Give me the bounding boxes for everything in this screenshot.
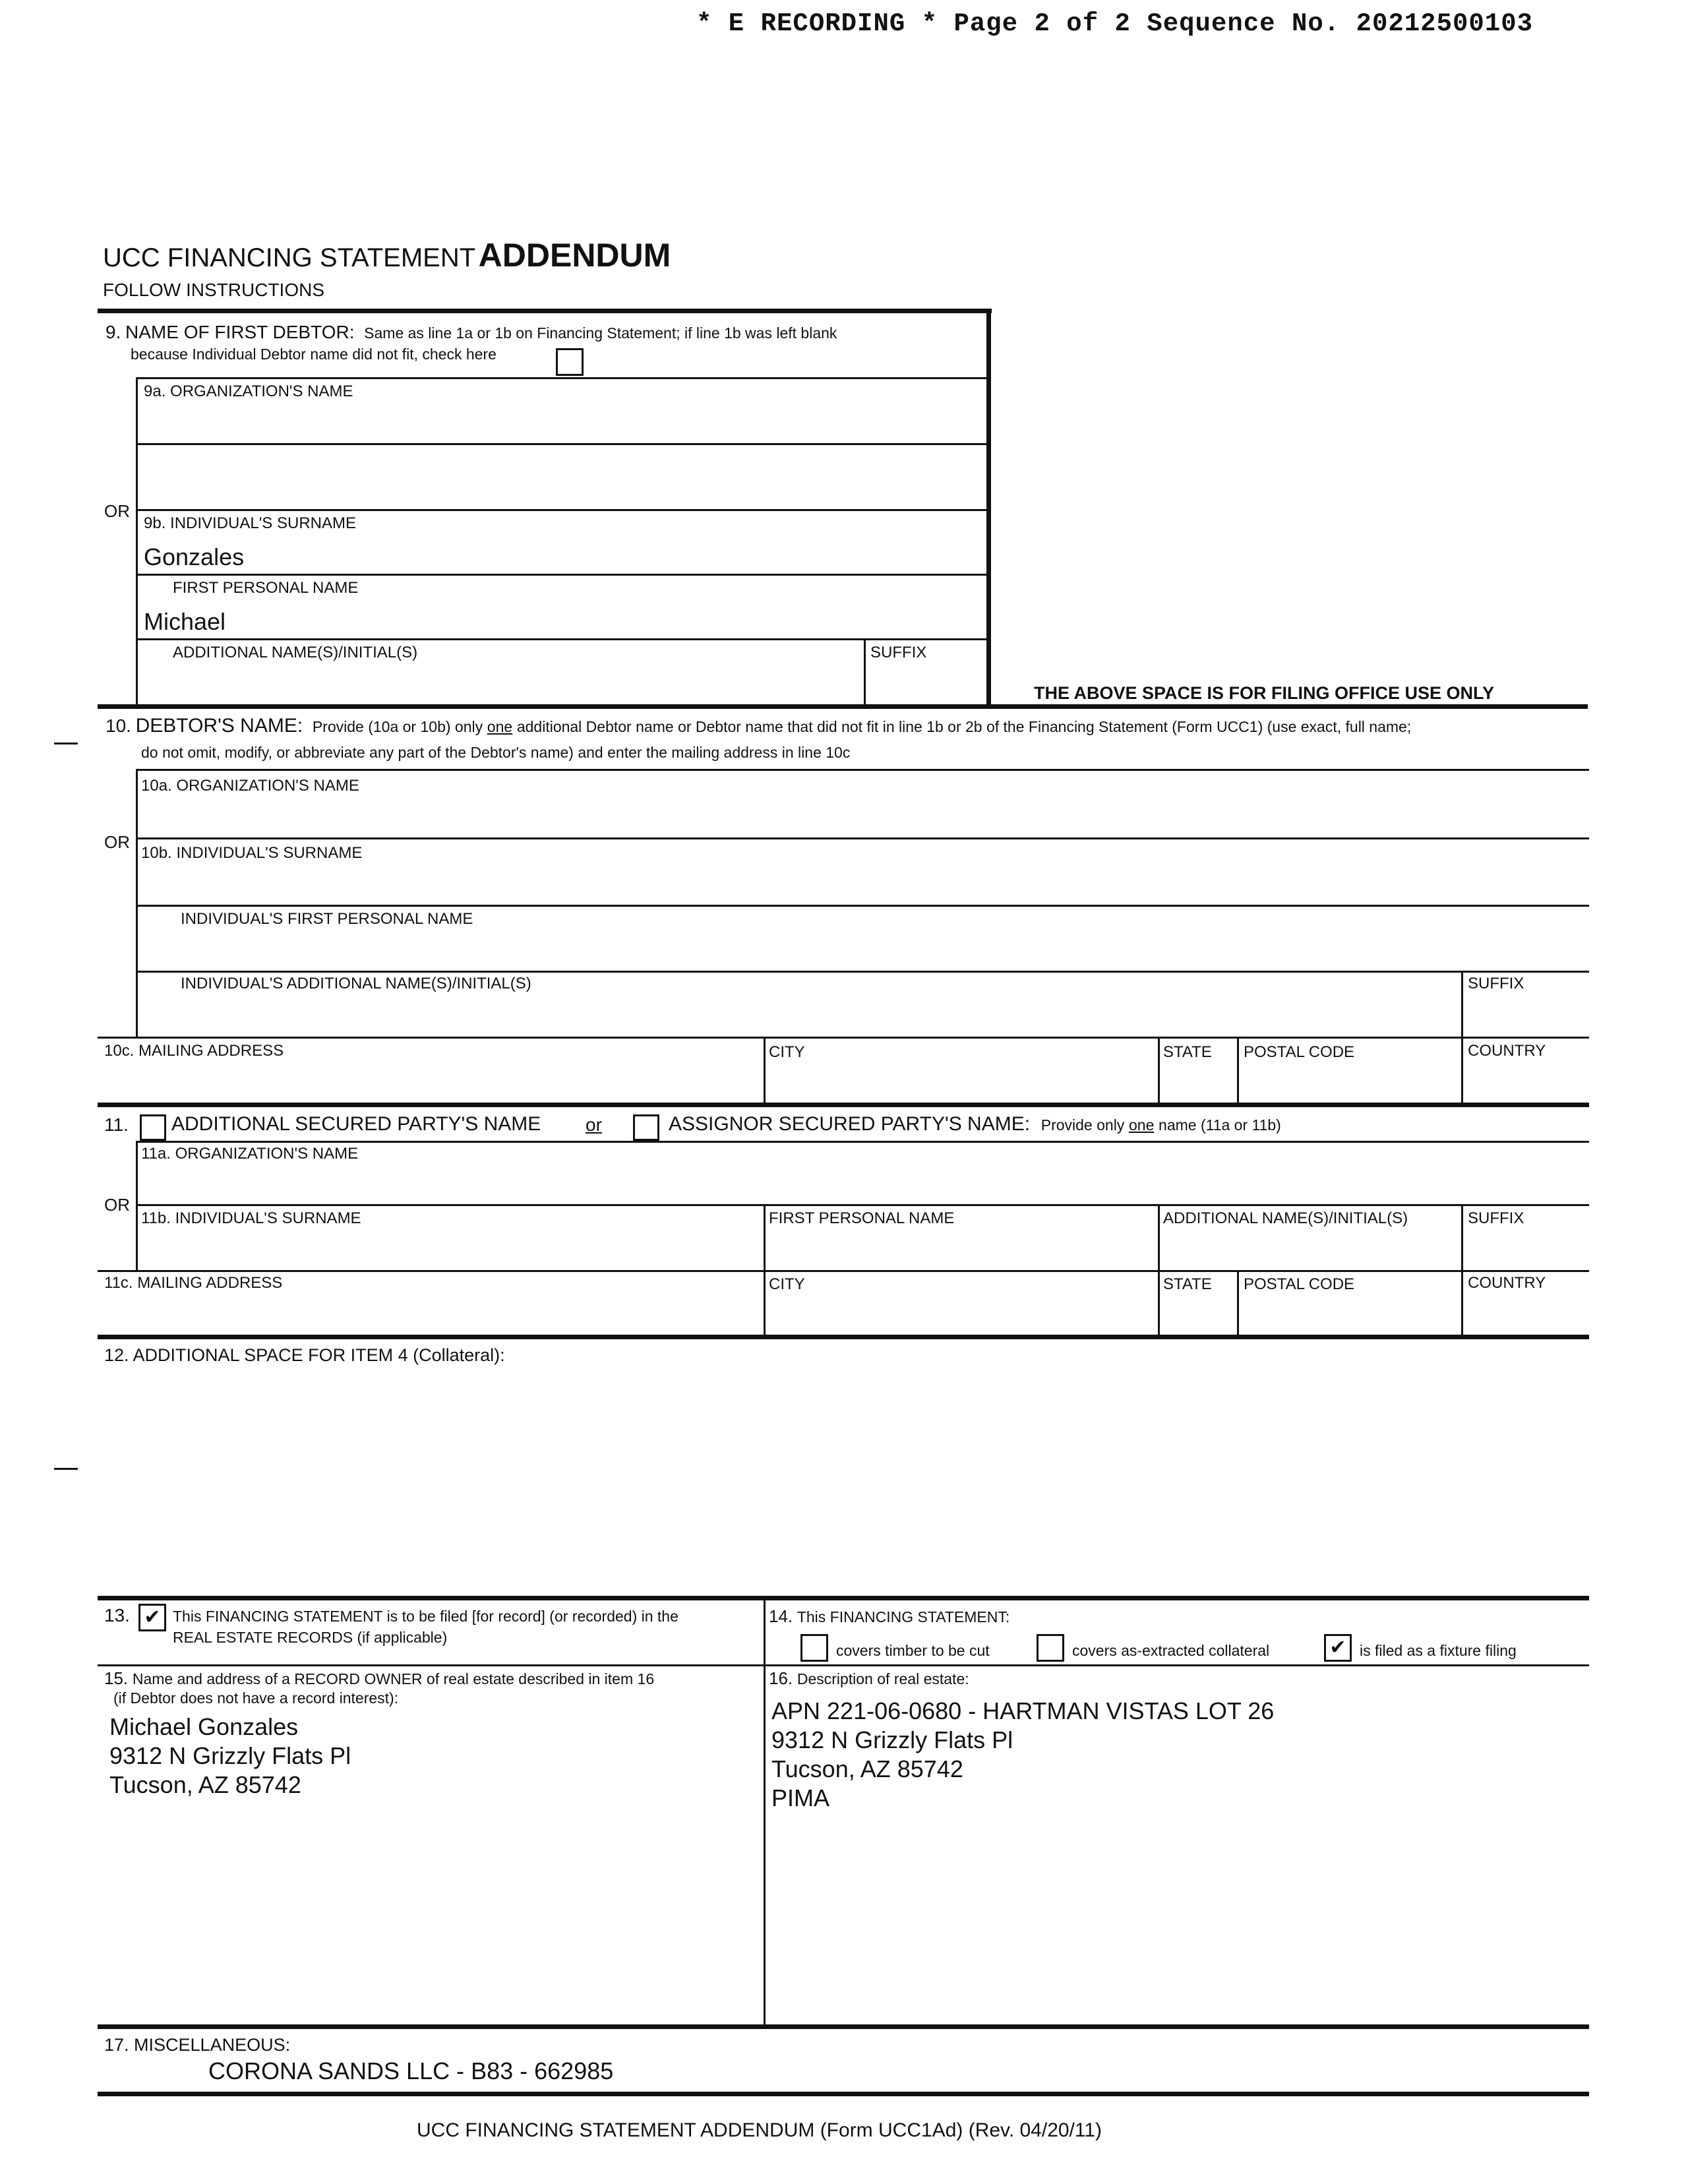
item15-top-border <box>98 1664 1589 1666</box>
item10-additional-label: INDIVIDUAL'S ADDITIONAL NAME(S)/INITIAL(S) <box>181 975 531 992</box>
item17-value[interactable]: CORONA SANDS LLC - B83 - 662985 <box>208 2057 614 2084</box>
item10-postal-label: POSTAL CODE <box>1244 1043 1355 1061</box>
item11-top-border <box>98 1103 1589 1107</box>
item15-label-1: 15. Name and address of a RECORD OWNER of real estate described in item 16 <box>104 1668 655 1688</box>
item13-number: 13. <box>104 1605 130 1625</box>
item10-line-2 <box>136 837 1589 839</box>
item14-extracted-checkbox[interactable] <box>1037 1634 1064 1662</box>
item16-description-line-4[interactable]: PIMA <box>771 1784 830 1811</box>
item11-number: 11. <box>104 1114 129 1135</box>
item13-top-border <box>98 1596 1589 1600</box>
item15-owner-line-3[interactable]: Tucson, AZ 85742 <box>109 1771 301 1798</box>
item17-top-border <box>98 2024 1589 2029</box>
item9-suffix-divider <box>864 638 866 706</box>
item11-state-divider <box>1158 1270 1160 1336</box>
item10-country-label: COUNTRY <box>1468 1042 1546 1060</box>
item11-option-b: ASSIGNOR SECURED PARTY'S NAME: Provide only one name (11a or 11b) <box>669 1113 1281 1135</box>
item14-timber-checkbox[interactable] <box>800 1634 828 1662</box>
item11-postal-divider <box>1237 1270 1239 1336</box>
item11-line-2 <box>136 1204 1589 1206</box>
item13-real-estate-records-checkbox[interactable] <box>138 1604 166 1631</box>
item13-check-mark: ✔ <box>144 1606 161 1628</box>
item16-label: 16. Description of real estate: <box>769 1668 969 1688</box>
item9a-org-label: 9a. ORGANIZATION'S NAME <box>144 382 353 400</box>
item9-line-4 <box>136 574 988 576</box>
item10-suffix-label: SUFFIX <box>1468 975 1524 992</box>
item14-fixture-checkbox[interactable] <box>1324 1634 1352 1662</box>
item10-line-5 <box>98 1037 1589 1039</box>
item10-first-name-label: INDIVIDUAL'S FIRST PERSONAL NAME <box>181 910 473 928</box>
item10-or-label: OR <box>104 832 130 852</box>
item17-bottom-border <box>98 2092 1589 2096</box>
item10-first-name-field[interactable] <box>140 928 1584 968</box>
item11a-org-field[interactable] <box>140 1163 1584 1201</box>
item9-or-label: OR <box>104 501 130 521</box>
item11c-mailing-label: 11c. MAILING ADDRESS <box>104 1274 283 1292</box>
item12-top-border <box>98 1335 1589 1339</box>
item15-owner-line-1[interactable]: Michael Gonzales <box>109 1713 299 1740</box>
item11-state-label: STATE <box>1163 1275 1212 1293</box>
item16-description-line-1[interactable]: APN 221-06-0680 - HARTMAN VISTAS LOT 26 <box>771 1697 1275 1724</box>
item13-text-1: This FINANCING STATEMENT is to be filed [for record] (or recorded) in the <box>173 1608 678 1625</box>
item9-heading: 9. NAME OF FIRST DEBTOR: Same as line 1a or 1b on Financing Statement; if line 1b was left blank <box>106 322 837 342</box>
item10-top-border <box>98 704 1588 709</box>
item10-city-divider <box>764 1037 766 1103</box>
item9-instruction-2: because Individual Debtor name did not fit, check here <box>131 346 497 363</box>
item15-label-2: (if Debtor does not have a record interest): <box>113 1689 399 1707</box>
item10-suffix-divider <box>1461 971 1463 1037</box>
item11-line-3 <box>98 1270 1589 1272</box>
item9-first-name-label: FIRST PERSONAL NAME <box>173 579 359 597</box>
item14-fixture-label: is filed as a fixture filing <box>1360 1642 1517 1659</box>
item10a-org-field[interactable] <box>140 795 1584 835</box>
item9b-surname-label: 9b. INDIVIDUAL'S SURNAME <box>144 514 356 532</box>
item9a-org-field-2[interactable] <box>140 447 984 506</box>
item11b-surname-label: 11b. INDIVIDUAL'S SURNAME <box>141 1209 361 1227</box>
item9-check-here-checkbox[interactable] <box>556 348 584 376</box>
item9-suffix-label: SUFFIX <box>870 644 927 661</box>
item14-heading: 14. This FINANCING STATEMENT: <box>769 1606 1010 1626</box>
item11-or-word: or <box>586 1114 602 1135</box>
item9-line-2 <box>136 443 988 445</box>
item9-line-3 <box>136 509 988 511</box>
item12-label: 12. ADDITIONAL SPACE FOR ITEM 4 (Collateral): <box>104 1345 505 1365</box>
item10-line-1 <box>136 769 1589 771</box>
item10c-mailing-label: 10c. MAILING ADDRESS <box>104 1042 284 1060</box>
item9-line-1 <box>136 377 988 379</box>
item11-additional-label: ADDITIONAL NAME(S)/INITIAL(S) <box>1163 1209 1408 1227</box>
item11-additional-divider <box>1158 1204 1160 1270</box>
item11-additional-secured-party-checkbox[interactable] <box>140 1114 166 1141</box>
item9-top-border <box>98 309 992 313</box>
item11-postal-label: POSTAL CODE <box>1244 1275 1355 1293</box>
item11-suffix-label: SUFFIX <box>1468 1209 1524 1227</box>
recording-banner: * E RECORDING * Page 2 of 2 Sequence No. 20212500103 <box>696 9 1533 38</box>
form-title-main: UCC FINANCING STATEMENT <box>103 243 476 272</box>
item14-extracted-label: covers as-extracted collateral <box>1072 1642 1270 1659</box>
item11-country-label: COUNTRY <box>1468 1274 1546 1292</box>
form-title <box>103 236 671 274</box>
follow-instructions: FOLLOW INSTRUCTIONS <box>103 280 325 300</box>
item10b-surname-label: 10b. INDIVIDUAL'S SURNAME <box>141 844 363 862</box>
left-margin-tick-1 <box>54 743 78 744</box>
item17-label: 17. MISCELLANEOUS: <box>104 2035 291 2055</box>
form-footer: UCC FINANCING STATEMENT ADDENDUM (Form UCC1Ad) (Rev. 04/20/11) <box>417 2119 1102 2141</box>
item10-instruction-2: do not omit, modify, or abbreviate any part of the Debtor's name) and enter the mailing address in line 10c <box>141 744 851 761</box>
item10-heading: 10. DEBTOR'S NAME: Provide (10a or 10b) only one additional Debtor name or Debtor name that did not fit in line 1b or 2b of the Financing Statement (Form UCC1) (use exact, full name; <box>106 715 1412 737</box>
item10-line-4 <box>136 971 1589 973</box>
item11-option-a: ADDITIONAL SECURED PARTY'S NAME <box>171 1113 541 1135</box>
item11-city-label: CITY <box>769 1275 805 1293</box>
item9b-surname-value[interactable]: Gonzales <box>144 543 245 570</box>
item14-timber-label: covers timber to be cut <box>836 1642 990 1659</box>
item15-owner-line-2[interactable]: 9312 N Grizzly Flats Pl <box>109 1742 351 1769</box>
item9a-org-field[interactable] <box>140 404 984 440</box>
item13-text-2: REAL ESTATE RECORDS (if applicable) <box>173 1629 448 1646</box>
item16-description-line-2[interactable]: 9312 N Grizzly Flats Pl <box>771 1726 1013 1753</box>
item9-first-name-value[interactable]: Michael <box>144 608 226 635</box>
item14-fixture-check-mark: ✔ <box>1329 1637 1346 1658</box>
item10-country-divider <box>1461 1037 1463 1103</box>
item10-state-divider <box>1158 1037 1160 1103</box>
item11-line-1 <box>136 1141 1589 1143</box>
item10-line-3 <box>136 905 1589 907</box>
item9-left-edge <box>136 377 138 706</box>
item11-assignor-secured-party-checkbox[interactable] <box>633 1114 659 1141</box>
item10-left-edge <box>136 769 138 1037</box>
filing-office-note: THE ABOVE SPACE IS FOR FILING OFFICE USE ONLY <box>1034 683 1495 703</box>
left-margin-tick-2 <box>54 1468 78 1470</box>
center-divider <box>764 1596 766 2024</box>
item10a-org-label: 10a. ORGANIZATION'S NAME <box>141 777 359 795</box>
item16-description-line-3[interactable]: Tucson, AZ 85742 <box>771 1755 963 1782</box>
item11-or-label: OR <box>104 1195 130 1215</box>
item10-city-label: CITY <box>769 1043 805 1061</box>
item10b-surname-field[interactable] <box>140 863 1584 902</box>
item9-right-border <box>986 309 991 706</box>
item9-line-5 <box>136 638 988 640</box>
item10-state-label: STATE <box>1163 1043 1212 1061</box>
form-title-emphasis: ADDENDUM <box>478 237 671 274</box>
item12-collateral-field[interactable] <box>103 1372 1585 1589</box>
item10-postal-divider <box>1237 1037 1239 1103</box>
item11-first-name-label: FIRST PERSONAL NAME <box>769 1209 955 1227</box>
item11a-org-label: 11a. ORGANIZATION'S NAME <box>141 1145 359 1163</box>
item9-additional-label: ADDITIONAL NAME(S)/INITIAL(S) <box>173 644 418 661</box>
